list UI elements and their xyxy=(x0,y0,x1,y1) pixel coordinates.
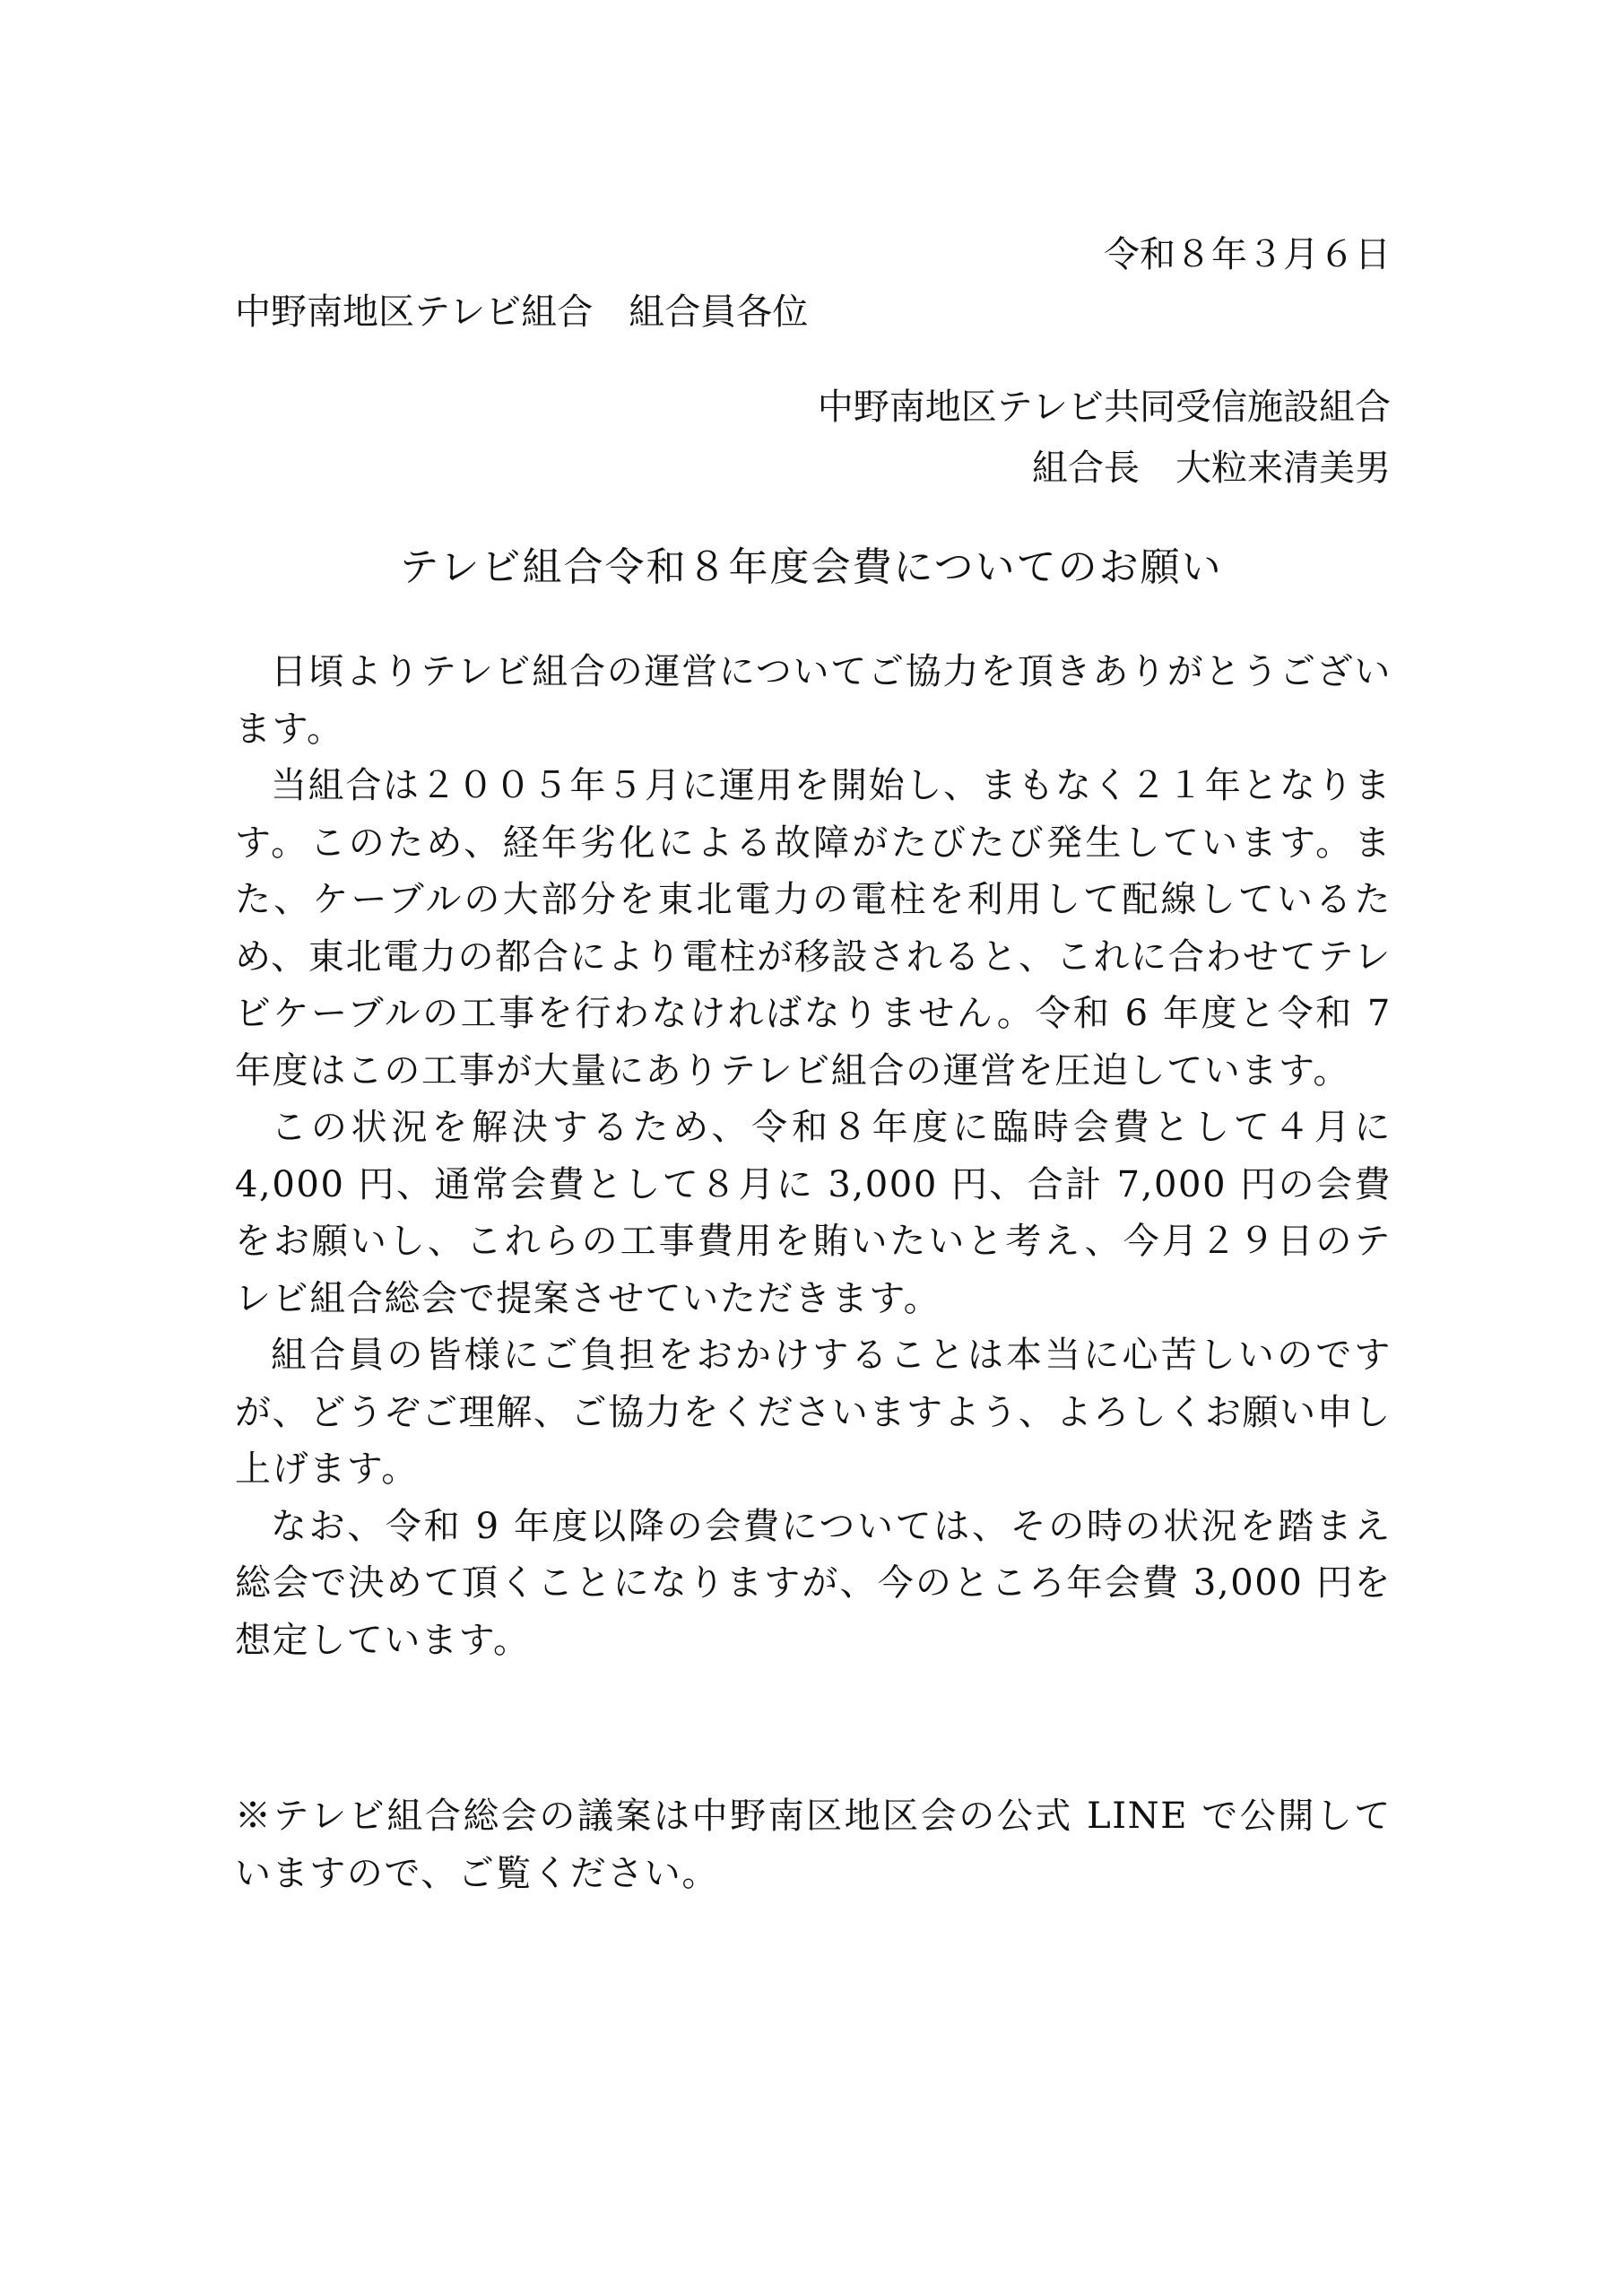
note-text: ※テレビ組合総会の議案は中野南区地区会の公式 LINE で公開していますので、ご覧ください。 xyxy=(235,1796,1392,1894)
sender-block xyxy=(818,377,1391,499)
sender-representative: 組合長 大粒来清美男 xyxy=(1032,448,1391,489)
sender-organization: 中野南地区テレビ共同受信施設組合 xyxy=(817,387,1391,428)
body-paragraph-2: 当組合は２００５年５月に運用を開始し、まもなく２１年となります。このため、経年劣化による故障がたびたび発生しています。また、ケーブルの大部分を東北電力の電柱を利用して配線しているため、東北電力の都合により電柱が移設されると、これに合わせてテレビケーブルの工事を行わなければなりません。令和 6 年度と令和 7 年度はこの工事が大量にありテレビ組合の運営を圧迫しています。 xyxy=(235,765,1392,1091)
document-date: 令和８年３月６日 xyxy=(1104,234,1391,275)
document-subject: テレビ組合令和８年度会費についてのお願い xyxy=(399,544,1223,590)
body-paragraph-3: この状況を解決するため、令和８年度に臨時会費として４月に 4,000 円、通常会費として８月に 3,000 円、合計 7,000 円の会費をお願いし、これらの工事費用を賄いたいと考え、今月２９日のテレビ組合総会で提案させていただきます。 xyxy=(235,1107,1392,1319)
recipient-line: 中野南地区テレビ組合 組合員各位 xyxy=(235,291,809,333)
body-text xyxy=(235,644,1392,1669)
body-paragraph-5: なお、令和 9 年度以降の会費については、その時の状況を踏まえ総会で決めて頂くことになりますが、今のところ年会費 3,000 円を想定しています。 xyxy=(235,1505,1392,1661)
note-block xyxy=(235,1788,1392,1902)
body-paragraph-1: 日頃よりテレビ組合の運営についてご協力を頂きありがとうございます。 xyxy=(235,651,1392,750)
body-paragraph-4: 組合員の皆様にご負担をおかけすることは本当に心苦しいのですが、どうぞご理解、ご協力をくださいますよう、よろしくお願い申し上げます。 xyxy=(235,1335,1392,1490)
